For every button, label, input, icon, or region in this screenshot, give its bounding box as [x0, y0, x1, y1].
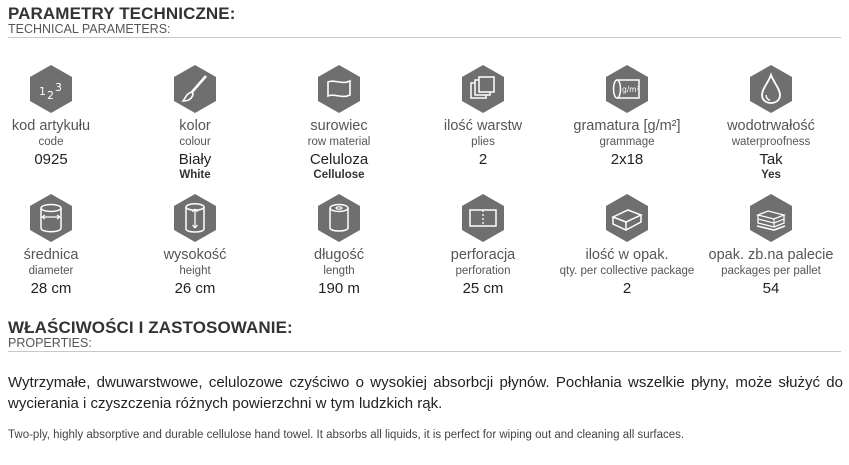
param-diameter: [0, 193, 121, 298]
param-label-en: perforation: [455, 265, 511, 277]
param-value-en: Cellulose: [313, 169, 365, 181]
section-subtitle-technical: TECHNICAL PARAMETERS:: [8, 22, 171, 36]
param-label-en: row material: [307, 136, 371, 148]
param-value: Biały: [178, 151, 212, 168]
section-title-technical: PARAMETRY TECHNICZNE:: [8, 4, 236, 23]
param-label: ilość warstw: [443, 118, 523, 134]
param-label-en: code: [38, 136, 64, 148]
svg-text:1: 1: [39, 85, 46, 98]
param-value: 28 cm: [30, 280, 72, 297]
param-pallet: [701, 193, 841, 298]
param-label-en: waterproofness: [731, 136, 811, 148]
param-value: 26 cm: [174, 280, 216, 297]
section-subtitle-properties: PROPERTIES:: [8, 336, 92, 350]
param-value: 0925: [34, 151, 68, 168]
param-value: 25 cm: [462, 280, 504, 297]
paintbrush-icon: [170, 64, 220, 114]
param-value: 2x18: [610, 151, 644, 168]
svg-text:g/m²: g/m²: [622, 85, 640, 94]
pallet-icon: [746, 193, 796, 243]
param-label-en: plies: [471, 136, 495, 148]
param-label-en: packages per pallet: [721, 265, 821, 277]
param-label-en: diameter: [28, 265, 74, 277]
svg-text:3: 3: [55, 81, 62, 94]
layers-icon: [458, 64, 508, 114]
perforation-icon: [458, 193, 508, 243]
param-code: [0, 64, 121, 169]
param-label: kod artykułu: [11, 118, 91, 134]
param-label: opak. zb.na palecie: [708, 247, 834, 263]
param-label-en: length: [323, 265, 355, 277]
param-label: wysokość: [163, 247, 227, 263]
param-grammage: [557, 64, 697, 169]
roll-height-icon: [170, 193, 220, 243]
param-value-en: White: [179, 169, 211, 181]
box-icon: [602, 193, 652, 243]
param-value: Celuloza: [309, 151, 369, 168]
param-value: 2: [622, 280, 632, 297]
param-label: perforacja: [450, 247, 516, 263]
param-label-en: grammage: [599, 136, 655, 148]
param-label: średnica: [23, 247, 79, 263]
section-rule-technical: [8, 37, 841, 38]
param-qty-package: [557, 193, 697, 298]
sheet-icon: [314, 64, 364, 114]
water-drop-icon: [746, 64, 796, 114]
description-en: Two-ply, highly absorptive and durable cellulose hand towel. It absorbs all liquids, it is perfect for wiping out and cleaning all surfaces.: [8, 429, 685, 441]
param-label-en: qty. per collective package: [559, 265, 695, 277]
param-material: [269, 64, 409, 182]
param-label: długość: [314, 247, 364, 263]
param-label: ilość w opak.: [585, 247, 669, 263]
param-label-en: height: [179, 265, 211, 277]
param-perforation: [413, 193, 553, 298]
param-value: 2: [478, 151, 488, 168]
section-rule-properties: [8, 351, 841, 352]
param-label: wodotrwałość: [727, 118, 815, 134]
param-height: [125, 193, 265, 298]
param-value-en: Yes: [761, 169, 781, 181]
param-plies: [413, 64, 553, 169]
roll-diameter-icon: [26, 193, 76, 243]
grammage-roll-icon: [602, 64, 652, 114]
param-label: surowiec: [310, 118, 368, 134]
svg-text:2: 2: [47, 89, 54, 102]
param-value: 54: [762, 280, 780, 297]
param-value: Tak: [759, 151, 783, 168]
param-waterproofness: [701, 64, 841, 182]
param-label: kolor: [179, 118, 211, 134]
param-length: [269, 193, 409, 298]
param-value: 190 m: [318, 280, 360, 297]
param-label: gramatura [g/m²]: [573, 118, 681, 134]
description-pl: Wytrzymałe, dwuwarstwowe, celulozowe czyściwo o wysokiej absorbcji płynów. Pochłania wszelkie płyny, może służyć do wycierania i czyszczenia różnych powierzchni w tym ludzkich rąk.: [8, 374, 843, 412]
param-colour: [125, 64, 265, 182]
numbers-123-icon: [26, 64, 76, 114]
section-title-properties: WŁAŚCIWOŚCI I ZASTOSOWANIE:: [8, 318, 293, 337]
param-label-en: colour: [179, 136, 211, 148]
roll-length-icon: [314, 193, 364, 243]
